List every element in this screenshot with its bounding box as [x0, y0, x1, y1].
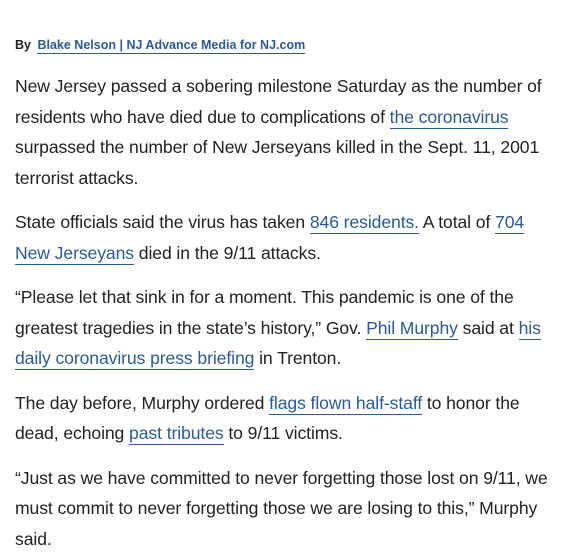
paragraph-5: [15, 463, 560, 555]
paragraph-4: [15, 388, 560, 449]
paragraph-text: New Jersey passed a sobering milestone Saturday as the number of residents who have died due to complications of: [15, 76, 542, 127]
byline: [15, 37, 560, 53]
paragraph-text: to 9/11 victims.: [223, 423, 343, 443]
paragraph-text: to honor the dead, echoing: [15, 392, 520, 443]
outlet-name: NJ Advance Media for NJ.com: [126, 38, 306, 52]
paragraph-1: [15, 71, 560, 193]
paragraph-text: surpassed the number of New Jerseyans killed in the Sept. 11, 2001 terrorist attacks.: [15, 137, 540, 188]
byline-prefix: By: [15, 38, 31, 52]
link-704-new-jerseyans[interactable]: 704 New Jerseyans: [15, 212, 525, 263]
paragraph-text: “Just as we have committed to never forgetting those lost on 9/11, we must commit to never forgetting those we are losing to this,” Murphy said.: [15, 467, 548, 549]
paragraph-3: [15, 282, 560, 374]
paragraph-2: [15, 207, 560, 268]
link-flags-half-staff[interactable]: flags flown half-staff: [269, 392, 423, 413]
byline-link[interactable]: [37, 38, 305, 54]
article-body: [15, 0, 560, 554]
paragraph-text: said at: [457, 317, 519, 338]
paragraph-text: in Trenton.: [254, 348, 342, 368]
link-phil-murphy[interactable]: Phil Murphy: [366, 317, 458, 338]
link-past-tributes[interactable]: past tributes: [129, 423, 224, 443]
author-name: Blake Nelson: [37, 38, 116, 52]
paragraph-text: A total of: [418, 212, 496, 232]
paragraph-text: “Please let that sink in for a moment. This pandemic is one of the greatest tragedies in the state’s history,” Gov.: [15, 287, 514, 338]
link-coronavirus[interactable]: the coronavirus: [389, 106, 509, 127]
link-846-residents[interactable]: 846 residents.: [309, 212, 419, 232]
paragraph-text: The day before, Murphy ordered: [15, 392, 270, 413]
paragraph-text: died in the 9/11 attacks.: [133, 242, 321, 263]
paragraph-text: State officials said the virus has taken: [15, 212, 310, 232]
byline-separator: |: [115, 38, 127, 52]
link-press-briefing[interactable]: his daily coronavirus press briefing: [15, 317, 541, 368]
